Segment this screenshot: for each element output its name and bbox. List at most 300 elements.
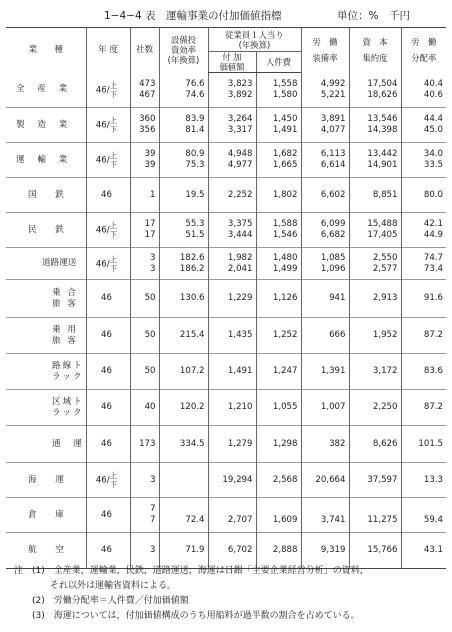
cell-value: 44.9 bbox=[423, 230, 443, 240]
industry-cell bbox=[6, 463, 86, 498]
year-cell bbox=[86, 463, 130, 498]
labor-equip-cell bbox=[301, 390, 349, 426]
cell-value bbox=[257, 504, 298, 515]
labor-cost-cell bbox=[256, 318, 301, 354]
cell-value: 101.5 bbox=[418, 438, 443, 449]
header-capex bbox=[159, 28, 208, 73]
cell-value: 1,229 bbox=[227, 293, 253, 303]
value-added-table bbox=[6, 27, 446, 569]
labor-cost-cell bbox=[256, 390, 301, 426]
cell-value: 81.4 bbox=[185, 125, 205, 135]
half-marker bbox=[110, 81, 118, 99]
labor-cost-cell bbox=[256, 498, 301, 533]
header-value-added-line2: 価値額 bbox=[219, 62, 245, 72]
cell-value: 473 bbox=[139, 78, 156, 89]
half-separator: / bbox=[106, 259, 110, 269]
cell-value: 76.6 bbox=[185, 78, 205, 89]
header-industry: 業 種 bbox=[28, 44, 63, 55]
year-cell bbox=[86, 108, 130, 143]
capex-cell bbox=[159, 318, 208, 354]
table-row bbox=[6, 73, 446, 108]
half-separator: / bbox=[106, 155, 110, 166]
unit-label: 単位：% 千円 bbox=[337, 10, 410, 22]
labor-share-cell bbox=[401, 248, 446, 280]
cell-value: 73.4 bbox=[423, 263, 443, 274]
half-separator: / bbox=[106, 225, 110, 236]
table-row bbox=[6, 248, 446, 280]
value-added-cell bbox=[208, 463, 256, 498]
labor-cost-cell bbox=[256, 143, 301, 178]
cell-value: 13,546 bbox=[367, 114, 398, 124]
labor-equip-cell bbox=[301, 108, 349, 143]
footnotes bbox=[14, 564, 369, 624]
cell-value: 40.4 bbox=[423, 78, 443, 89]
industry-cell bbox=[6, 178, 86, 213]
cell-value: 1,279 bbox=[227, 438, 253, 449]
cell-value: 120.2 bbox=[179, 402, 205, 412]
labor-cost-cell bbox=[256, 108, 301, 143]
cell-value: 80.0 bbox=[423, 189, 443, 200]
cell-value: 6,602 bbox=[320, 189, 346, 200]
cell-value: 1,435 bbox=[227, 330, 253, 340]
cell-value: 1,546 bbox=[272, 230, 298, 240]
industry-name: 製 造 業 bbox=[16, 119, 73, 130]
cell-value bbox=[302, 504, 346, 515]
cell-value: 1,802 bbox=[272, 189, 298, 200]
capital-cell bbox=[349, 73, 401, 108]
header-capex-line1: 設備投 bbox=[170, 35, 197, 46]
year-value: 46 bbox=[101, 366, 112, 376]
cell-value: 5,221 bbox=[320, 89, 346, 100]
capital-cell bbox=[349, 318, 401, 354]
year-cell bbox=[86, 248, 130, 280]
companies-cell bbox=[130, 143, 159, 178]
cell-value: 13,442 bbox=[367, 149, 398, 159]
industry-name: 道路運送 bbox=[42, 258, 77, 268]
cell-value: 2,888 bbox=[272, 545, 298, 555]
year-cell bbox=[86, 280, 130, 318]
half-label: 上 bbox=[109, 254, 118, 264]
cell-value bbox=[402, 504, 444, 515]
industry-cell bbox=[6, 248, 86, 280]
cell-value bbox=[350, 504, 398, 515]
industry-name: 路線ト bbox=[52, 360, 84, 371]
half-label: 下 bbox=[109, 230, 118, 239]
labor-cost-cell bbox=[256, 73, 301, 108]
labor-equip-cell bbox=[301, 73, 349, 108]
industry-cell bbox=[6, 318, 86, 354]
labor-equip-cell bbox=[301, 143, 349, 178]
cell-value: 1,480 bbox=[272, 252, 298, 263]
cell-value: 334.5 bbox=[179, 438, 205, 449]
table-row bbox=[6, 280, 446, 318]
cell-value: 173 bbox=[139, 438, 156, 449]
capital-cell bbox=[349, 280, 401, 318]
year-cell bbox=[86, 426, 130, 463]
labor-equip-cell bbox=[301, 463, 349, 498]
table-row bbox=[6, 213, 446, 248]
labor-cost-cell bbox=[256, 463, 301, 498]
table-header bbox=[6, 28, 446, 73]
industry-cell bbox=[6, 280, 86, 318]
cell-value: 182.6 bbox=[179, 252, 205, 263]
header-capital-line1: 資 本 bbox=[362, 37, 388, 48]
half-label: 上 bbox=[109, 471, 118, 480]
cell-value: 17 bbox=[144, 230, 156, 240]
industry-name-line2: 旅 客 bbox=[52, 335, 78, 346]
capital-cell bbox=[349, 178, 401, 213]
cell-value: 215.4 bbox=[179, 330, 205, 340]
header-per-employee bbox=[208, 28, 301, 52]
year-value: 46 bbox=[101, 189, 112, 200]
cell-value: 17,504 bbox=[367, 78, 398, 89]
table-row bbox=[6, 178, 446, 213]
value-added-cell bbox=[208, 178, 256, 213]
year-value: 46 bbox=[95, 85, 107, 96]
cell-value: 130.6 bbox=[179, 293, 205, 303]
year-cell bbox=[86, 498, 130, 533]
industry-name: 倉 庫 bbox=[28, 509, 69, 520]
header-per-employee-line2: (年換算) bbox=[238, 39, 271, 50]
cell-value: 42.1 bbox=[423, 219, 443, 229]
cell-value: 3,891 bbox=[320, 114, 346, 124]
cell-value: 4,948 bbox=[227, 149, 253, 159]
labor-equip-cell bbox=[301, 248, 349, 280]
cell-value: 2,250 bbox=[372, 402, 398, 412]
capital-cell bbox=[349, 498, 401, 533]
header-labor-cost: 人件費 bbox=[256, 52, 301, 73]
header-capex-line2: 資効率 bbox=[170, 45, 197, 56]
capital-cell bbox=[349, 108, 401, 143]
header-labor-equip-line1: 労 働 bbox=[312, 37, 338, 48]
half-label: 下 bbox=[109, 160, 118, 169]
cell-value: 3 bbox=[150, 545, 156, 555]
footnote-1: 注 (1) 全産業，運輸業，民鉄，道路運送，海運は日銀「主要企業経営分析」の資料， bbox=[14, 566, 369, 576]
companies-cell bbox=[130, 354, 159, 390]
value-added-cell bbox=[208, 318, 256, 354]
header-value-added bbox=[208, 52, 256, 73]
capex-cell bbox=[159, 354, 208, 390]
cell-value: 1,952 bbox=[372, 330, 398, 340]
cell-value: 467 bbox=[139, 89, 156, 100]
cell-value bbox=[160, 475, 205, 486]
half-label: 下 bbox=[109, 263, 118, 273]
cell-value: 1,096 bbox=[320, 263, 346, 274]
year-cell bbox=[86, 354, 130, 390]
companies-cell bbox=[130, 73, 159, 108]
industry-cell bbox=[6, 73, 86, 108]
cell-value: 1,558 bbox=[272, 79, 298, 89]
industry-name: 国 鉄 bbox=[28, 189, 69, 200]
cell-value: 1,609 bbox=[272, 515, 298, 525]
companies-cell bbox=[130, 213, 159, 248]
cell-value: 6,113 bbox=[320, 149, 346, 159]
labor-share-cell bbox=[401, 354, 446, 390]
cell-value bbox=[160, 504, 205, 515]
half-label: 下 bbox=[109, 480, 118, 489]
value-added-cell bbox=[208, 108, 256, 143]
cell-value: 44.4 bbox=[423, 114, 443, 124]
value-added-cell bbox=[208, 390, 256, 426]
cell-value: 6,614 bbox=[320, 160, 346, 170]
capex-cell bbox=[159, 426, 208, 463]
cell-value: 2,577 bbox=[372, 263, 398, 274]
table-row bbox=[6, 463, 446, 498]
cell-value: 666 bbox=[329, 330, 346, 340]
cell-value: 51.5 bbox=[185, 230, 205, 240]
cell-value: 2,913 bbox=[372, 293, 398, 303]
labor-share-cell bbox=[401, 463, 446, 498]
labor-share-cell bbox=[401, 280, 446, 318]
year-value: 46 bbox=[95, 259, 107, 269]
cell-value: 1,588 bbox=[272, 219, 298, 229]
half-separator: / bbox=[106, 85, 110, 96]
cell-value: 1,682 bbox=[272, 149, 298, 159]
year-cell bbox=[86, 390, 130, 426]
value-added-cell bbox=[208, 143, 256, 178]
cell-value: 3 bbox=[150, 474, 156, 485]
cell-value: 3,444 bbox=[227, 230, 253, 240]
year-value: 46 bbox=[101, 438, 112, 449]
cell-value: 6,099 bbox=[320, 219, 346, 229]
year-value: 46 bbox=[95, 475, 107, 486]
year-value: 46 bbox=[95, 225, 107, 236]
capital-cell bbox=[349, 248, 401, 280]
labor-share-cell bbox=[401, 143, 446, 178]
industry-name: 通 運 bbox=[52, 438, 84, 449]
labor-cost-cell bbox=[256, 248, 301, 280]
cell-value: 6,682 bbox=[320, 230, 346, 240]
half-marker bbox=[110, 116, 118, 134]
cell-value: 1,391 bbox=[320, 366, 346, 376]
labor-share-cell bbox=[401, 498, 446, 533]
capital-cell bbox=[349, 213, 401, 248]
table-row bbox=[6, 318, 446, 354]
table-row bbox=[6, 426, 446, 463]
header-per-employee-line1: 従業員１人当り bbox=[225, 29, 284, 40]
industry-cell bbox=[6, 143, 86, 178]
cell-value: 9,319 bbox=[320, 545, 346, 555]
table-row bbox=[6, 390, 446, 426]
capex-cell bbox=[159, 73, 208, 108]
table-row bbox=[6, 498, 446, 533]
cell-value: 382 bbox=[329, 438, 346, 449]
header-labor-equip-line2: 装備率 bbox=[312, 53, 338, 64]
year-value: 46 bbox=[101, 402, 112, 412]
labor-equip-cell bbox=[301, 280, 349, 318]
cell-value: 3,317 bbox=[227, 125, 253, 135]
cell-value: 2,041 bbox=[227, 263, 253, 274]
companies-cell bbox=[130, 108, 159, 143]
cell-value: 3,264 bbox=[227, 114, 253, 124]
cell-value: 14,398 bbox=[367, 125, 398, 135]
year-value: 46 bbox=[101, 330, 112, 340]
cell-value: 15,488 bbox=[367, 219, 398, 229]
cell-value: 3,741 bbox=[320, 515, 346, 525]
year-value: 46 bbox=[95, 120, 107, 131]
half-separator: / bbox=[106, 475, 110, 486]
labor-share-cell bbox=[401, 533, 446, 569]
companies-cell bbox=[130, 280, 159, 318]
cell-value: 11,275 bbox=[367, 515, 398, 525]
cell-value: 19.5 bbox=[185, 189, 205, 200]
half-label: 下 bbox=[109, 125, 118, 134]
industry-name: 乗 用 bbox=[52, 324, 78, 335]
half-marker bbox=[110, 221, 118, 239]
cell-value: 80.9 bbox=[185, 149, 205, 159]
cell-value: 40.6 bbox=[423, 89, 443, 100]
cell-value: 83.9 bbox=[185, 114, 205, 124]
companies-cell bbox=[130, 318, 159, 354]
cell-value: 17,405 bbox=[367, 230, 398, 240]
cell-value: 74.7 bbox=[423, 252, 443, 263]
header-year: 年 度 bbox=[86, 28, 130, 73]
header-labor-share-line2: 分配率 bbox=[411, 53, 437, 64]
year-value: 46 bbox=[101, 509, 112, 520]
cell-value: 13.3 bbox=[423, 474, 443, 485]
table-body bbox=[6, 73, 446, 569]
companies-cell bbox=[130, 248, 159, 280]
header-capex-line3: (年換算) bbox=[167, 55, 200, 66]
year-value: 46 bbox=[101, 293, 112, 303]
labor-share-cell bbox=[401, 318, 446, 354]
capex-cell bbox=[159, 143, 208, 178]
capex-cell bbox=[159, 498, 208, 533]
cell-value: 186.2 bbox=[179, 263, 205, 274]
cell-value: 87.2 bbox=[423, 330, 443, 340]
industry-cell bbox=[6, 426, 86, 463]
industry-name: 運 輸 業 bbox=[16, 154, 73, 165]
industry-cell bbox=[6, 354, 86, 390]
cell-value: 7 bbox=[150, 515, 156, 525]
capital-cell bbox=[349, 390, 401, 426]
cell-value: 3,375 bbox=[227, 219, 253, 229]
cell-value: 1,580 bbox=[272, 90, 298, 100]
cell-value: 3,823 bbox=[227, 79, 253, 89]
labor-equip-cell bbox=[301, 178, 349, 213]
year-cell bbox=[86, 213, 130, 248]
cell-value: 1,210 bbox=[227, 402, 253, 412]
companies-cell bbox=[130, 463, 159, 498]
half-separator: / bbox=[106, 120, 110, 131]
cell-value: 37,597 bbox=[367, 474, 398, 485]
labor-share-cell bbox=[401, 108, 446, 143]
year-value: 46 bbox=[95, 155, 107, 166]
cell-value: 1,126 bbox=[272, 293, 298, 303]
cell-value: 50 bbox=[144, 366, 156, 376]
table-row bbox=[6, 354, 446, 390]
cell-value: 50 bbox=[144, 293, 156, 303]
industry-cell bbox=[6, 213, 86, 248]
header-value-added-line1: 付 加 bbox=[222, 52, 242, 62]
labor-cost-cell bbox=[256, 213, 301, 248]
cell-value: 2,707 bbox=[227, 515, 253, 525]
labor-share-cell bbox=[401, 213, 446, 248]
cell-value: 8,626 bbox=[372, 438, 398, 449]
half-label: 上 bbox=[109, 151, 118, 160]
industry-name: 乗 合 bbox=[52, 287, 78, 298]
cell-value: 83.6 bbox=[423, 366, 443, 376]
value-added-cell bbox=[208, 498, 256, 533]
labor-equip-cell bbox=[301, 318, 349, 354]
year-cell bbox=[86, 178, 130, 213]
cell-value: 3,892 bbox=[227, 90, 253, 100]
cell-value: 74.6 bbox=[185, 89, 205, 100]
cell-value: 87.2 bbox=[423, 402, 443, 412]
half-label: 上 bbox=[109, 80, 118, 90]
footnote-3: (3) 海運については，付加価値構成のうち用船料が過半数の割合を占めている。 bbox=[14, 611, 360, 621]
cell-value: 19,294 bbox=[222, 474, 253, 485]
labor-equip-cell bbox=[301, 213, 349, 248]
cell-value: 40 bbox=[144, 402, 156, 412]
cell-value: 1,055 bbox=[272, 402, 298, 412]
cell-value: 39 bbox=[144, 149, 156, 159]
industry-cell bbox=[6, 390, 86, 426]
labor-cost-cell bbox=[256, 354, 301, 390]
header-labor-share-line1: 労 働 bbox=[411, 37, 437, 48]
cell-value: 20,664 bbox=[315, 474, 346, 485]
half-marker bbox=[110, 151, 118, 169]
cell-value: 4,992 bbox=[320, 78, 346, 89]
cell-value: 4,977 bbox=[227, 160, 253, 170]
labor-share-cell bbox=[401, 426, 446, 463]
header-companies: 社数 bbox=[130, 28, 159, 73]
industry-name: 航 空 bbox=[28, 545, 69, 555]
cell-value: 360 bbox=[139, 114, 156, 124]
year-value: 46 bbox=[101, 545, 112, 555]
header-labor-equip bbox=[301, 28, 349, 73]
value-added-cell bbox=[208, 426, 256, 463]
companies-cell bbox=[130, 390, 159, 426]
cell-value: 1 bbox=[150, 189, 156, 200]
labor-cost-cell bbox=[256, 426, 301, 463]
value-added-cell bbox=[208, 73, 256, 108]
labor-equip-cell bbox=[301, 498, 349, 533]
cell-value: 107.2 bbox=[179, 366, 205, 376]
cell-value: 1,491 bbox=[227, 366, 253, 376]
cell-value: 4,077 bbox=[320, 125, 346, 135]
cell-value: 3 bbox=[150, 252, 156, 263]
cell-value: 39 bbox=[144, 160, 156, 170]
cell-value: 3,172 bbox=[372, 366, 398, 376]
cell-value: 33.5 bbox=[423, 160, 443, 170]
cell-value: 941 bbox=[329, 293, 346, 303]
table-row bbox=[6, 143, 446, 178]
half-marker bbox=[110, 471, 118, 489]
cell-value: 1,252 bbox=[272, 330, 298, 340]
cell-value: 14,901 bbox=[367, 160, 398, 170]
labor-share-cell bbox=[401, 178, 446, 213]
capex-cell bbox=[159, 280, 208, 318]
industry-name-line2: 旅 客 bbox=[52, 298, 78, 309]
half-marker bbox=[110, 255, 118, 273]
value-added-cell bbox=[208, 213, 256, 248]
industry-name-line2: ラック bbox=[52, 407, 84, 418]
capex-cell bbox=[159, 178, 208, 213]
cell-value: 43.1 bbox=[423, 545, 443, 555]
cell-value: 72.4 bbox=[185, 515, 205, 525]
industry-cell bbox=[6, 108, 86, 143]
half-label: 上 bbox=[109, 221, 118, 230]
capex-cell bbox=[159, 390, 208, 426]
companies-cell bbox=[130, 498, 159, 533]
companies-cell bbox=[130, 426, 159, 463]
cell-value: 8,851 bbox=[372, 189, 398, 200]
cell-value: 2,550 bbox=[372, 252, 398, 263]
industry-name: 区域ト bbox=[52, 396, 84, 407]
header-capital bbox=[349, 28, 401, 73]
cell-value: 3 bbox=[150, 263, 156, 274]
